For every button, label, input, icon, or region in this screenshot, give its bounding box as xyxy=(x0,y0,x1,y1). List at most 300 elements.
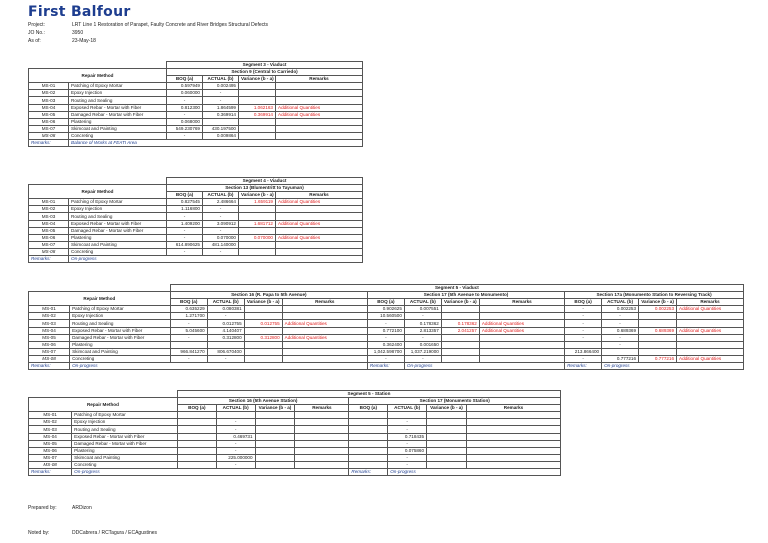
table-row xyxy=(29,355,744,362)
actual-cell: - xyxy=(388,426,427,433)
table-row xyxy=(29,440,561,447)
actual-cell: 225.000000 xyxy=(216,454,255,461)
remarks-label: Remarks: xyxy=(349,469,388,476)
item-name: Plastering xyxy=(69,118,167,125)
remarks-label: Remarks: xyxy=(29,256,69,263)
boq-cell: - xyxy=(167,248,203,255)
boq-cell xyxy=(177,433,216,440)
variance-cell: 0.012755 xyxy=(244,320,282,327)
variance-cell xyxy=(244,313,282,320)
item-name: Epoxy Injection xyxy=(69,206,167,213)
boq-cell: 0.635229 xyxy=(170,306,207,313)
actual-cell: - xyxy=(602,334,639,341)
actual-cell xyxy=(203,118,239,125)
remarks-cell xyxy=(282,306,367,313)
actual-cell: - xyxy=(404,355,441,362)
section-title-row xyxy=(29,69,363,76)
variance-cell xyxy=(255,461,295,468)
item-name: Epoxy Injection xyxy=(72,419,178,426)
remarks-cell xyxy=(276,241,363,248)
remarks-cell xyxy=(282,327,367,334)
remarks-cell xyxy=(295,447,349,454)
table-row xyxy=(29,334,744,341)
actual-cell: - xyxy=(207,355,244,362)
boq-cell: - xyxy=(167,213,203,220)
remarks-label: Remarks: xyxy=(565,363,602,370)
actual-cell: - xyxy=(404,313,441,320)
remarks-value: On-progress xyxy=(72,469,349,476)
table-row xyxy=(29,419,561,426)
boq-cell xyxy=(349,447,388,454)
variance-cell xyxy=(427,461,467,468)
actual-cell: 0.075860 xyxy=(388,447,427,454)
variance-cell xyxy=(255,426,295,433)
boq-cell: 1,042.598700 xyxy=(367,348,404,355)
variance-cell xyxy=(441,313,479,320)
remarks-header: Remarks xyxy=(466,405,560,412)
variance-cell xyxy=(441,334,479,341)
item-code: MS-03 xyxy=(29,426,72,433)
section-title: Section 9 (Central to Carriedo) xyxy=(167,69,363,76)
remarks-label: Remarks: xyxy=(29,140,69,147)
variance-cell xyxy=(441,306,479,313)
remarks-header: Remarks xyxy=(276,192,363,199)
variance-cell xyxy=(239,227,276,234)
remarks-header: Remarks xyxy=(276,76,363,83)
remarks-cell xyxy=(282,341,367,348)
item-name: Plastering xyxy=(69,234,167,241)
variance-cell xyxy=(639,334,677,341)
actual-cell: 430.197500 xyxy=(203,125,239,132)
boq-cell: - xyxy=(167,227,203,234)
item-code: MS-02 xyxy=(29,206,69,213)
remarks-cell: Additional Quantities xyxy=(282,334,367,341)
remarks-cell xyxy=(295,419,349,426)
actual-cell xyxy=(216,412,255,419)
actual-header: ACTUAL (b) xyxy=(207,299,244,306)
remarks-header: Remarks xyxy=(295,405,349,412)
actual-cell: - xyxy=(602,341,639,348)
prepared-by xyxy=(28,505,92,511)
table-row xyxy=(29,199,363,206)
variance-header: Variance (b - a) xyxy=(244,299,282,306)
variance-cell xyxy=(255,419,295,426)
actual-cell: 0.369914 xyxy=(203,111,239,118)
remarks-label: Remarks: xyxy=(29,363,70,370)
variance-cell xyxy=(244,327,282,334)
variance-cell xyxy=(427,440,467,447)
actual-cell: 806.670400 xyxy=(207,348,244,355)
remarks-cell xyxy=(295,454,349,461)
variance-header: Variance (b - a) xyxy=(239,76,276,83)
boq-header: BOQ (a) xyxy=(349,405,388,412)
boq-cell: - xyxy=(565,306,602,313)
repair-method-header: Repair Method xyxy=(29,292,171,306)
boq-header: BOQ (a) xyxy=(177,405,216,412)
repair-method-header: Repair Method xyxy=(29,398,178,412)
segment-title: Segment 5 - Viaduct xyxy=(170,285,743,292)
remarks-row xyxy=(29,363,744,370)
variance-cell xyxy=(427,426,467,433)
section-title: Section 16 (R. Papa to 5th Avenue) xyxy=(170,292,367,299)
variance-cell xyxy=(639,320,677,327)
actual-cell: 1,037.219000 xyxy=(404,348,441,355)
actual-cell: 0.777216 xyxy=(602,355,639,362)
remarks-value: On-progress xyxy=(70,363,368,370)
actual-cell: - xyxy=(207,313,244,320)
actual-cell: - xyxy=(203,213,239,220)
repair-method-header: Repair Method xyxy=(29,185,167,199)
remarks-cell: Additional Quantities xyxy=(276,199,363,206)
table-row xyxy=(29,132,363,139)
segment-title-row xyxy=(29,285,744,292)
variance-cell xyxy=(427,447,467,454)
item-code: MS-06 xyxy=(29,234,69,241)
remarks-cell xyxy=(466,412,560,419)
item-name: Damaged Rebar - Mortar with Fiber xyxy=(69,227,167,234)
boq-cell: 5.045600 xyxy=(170,327,207,334)
item-code: MS-06 xyxy=(29,118,69,125)
actual-cell: 0.012755 xyxy=(207,320,244,327)
item-name: Exposed Rebar - Mortar with Fiber xyxy=(72,433,178,440)
item-code: MS-03 xyxy=(29,97,69,104)
item-code: MS-07 xyxy=(29,125,69,132)
table-row xyxy=(29,213,363,220)
table-row xyxy=(29,433,561,440)
actual-cell: - xyxy=(216,440,255,447)
table-row xyxy=(29,327,744,334)
boq-cell xyxy=(177,454,216,461)
actual-cell: 0.001650 xyxy=(404,341,441,348)
item-name: Routing and Sealing xyxy=(69,97,167,104)
boq-cell xyxy=(565,341,602,348)
actual-cell: 0.689369 xyxy=(602,327,639,334)
remarks-cell xyxy=(295,412,349,419)
remarks-value: On-progress xyxy=(602,363,744,370)
section-title: Section 17a (Monumento Station to Reversing Track) xyxy=(565,292,744,299)
item-name: Concreting xyxy=(70,355,171,362)
remarks-cell xyxy=(466,454,560,461)
boq-cell: 0.068000 xyxy=(167,118,203,125)
item-code: MS-04 xyxy=(29,327,70,334)
remarks-cell xyxy=(295,426,349,433)
item-name: Exposed Rebar - Mortar with Fiber xyxy=(69,220,167,227)
remarks-cell xyxy=(276,132,363,139)
variance-cell xyxy=(639,341,677,348)
actual-cell: - xyxy=(388,440,427,447)
actual-cell xyxy=(388,412,427,419)
table-row xyxy=(29,447,561,454)
remarks-cell xyxy=(479,341,564,348)
actual-cell: - xyxy=(203,248,239,255)
variance-cell xyxy=(639,348,677,355)
remarks-cell xyxy=(479,306,564,313)
remarks-cell: Additional Quantities xyxy=(479,320,564,327)
remarks-cell xyxy=(466,440,560,447)
variance-cell xyxy=(255,447,295,454)
remarks-cell xyxy=(282,313,367,320)
item-name: Concreting xyxy=(69,132,167,139)
variance-header: Variance (b - a) xyxy=(441,299,479,306)
repair-method-header: Repair Method xyxy=(29,69,167,83)
boq-cell: 1.271700 xyxy=(170,313,207,320)
item-code: MS-05 xyxy=(29,227,69,234)
actual-cell xyxy=(207,341,244,348)
actual-header: ACTUAL (b) xyxy=(203,192,239,199)
remarks-cell xyxy=(276,213,363,220)
boq-cell: - xyxy=(367,355,404,362)
item-name: Routing and Sealing xyxy=(69,213,167,220)
actual-header: ACTUAL (b) xyxy=(216,405,255,412)
actual-cell: - xyxy=(388,461,427,468)
project-label: Project: xyxy=(28,22,45,28)
boq-header: BOQ (a) xyxy=(367,299,404,306)
table-row xyxy=(29,90,363,97)
actual-cell: 4.140407 xyxy=(207,327,244,334)
boq-cell xyxy=(349,419,388,426)
segment-title: Segment 3 - Viaduct xyxy=(167,62,363,69)
variance-cell xyxy=(441,355,479,362)
item-name: Routing and Sealing xyxy=(70,320,171,327)
item-name: Damaged Rebar - Mortar with Fiber xyxy=(72,440,178,447)
item-name: Concreting xyxy=(69,248,167,255)
boq-cell xyxy=(177,461,216,468)
item-code: MS-07 xyxy=(29,348,70,355)
variance-cell xyxy=(239,83,276,90)
remarks-cell xyxy=(276,97,363,104)
actual-cell: 0.312800 xyxy=(207,334,244,341)
variance-header: Variance (b - a) xyxy=(639,299,677,306)
item-name: Concreting xyxy=(72,461,178,468)
table-row xyxy=(29,341,744,348)
jo-value: 3950 xyxy=(72,30,84,36)
remarks-row xyxy=(29,256,363,263)
actual-cell: - xyxy=(602,320,639,327)
boq-cell: 0.827545 xyxy=(167,199,203,206)
boq-cell: 10.560500 xyxy=(367,313,404,320)
boq-cell xyxy=(177,440,216,447)
remarks-cell xyxy=(466,461,560,468)
section-title: Section 17 (5th Avenue to Monumento) xyxy=(367,292,564,299)
prepared-value: ARDizon xyxy=(72,505,92,511)
variance-cell: 0.312800 xyxy=(244,334,282,341)
actual-cell: 0.718435 xyxy=(388,433,427,440)
table-row xyxy=(29,97,363,104)
boq-cell: 0.772100 xyxy=(367,327,404,334)
actual-cell xyxy=(602,348,639,355)
item-name: Patching of Epoxy Mortar xyxy=(69,199,167,206)
remarks-row xyxy=(29,469,561,476)
table-row xyxy=(29,348,744,355)
remarks-cell: Additional Quantities xyxy=(276,234,363,241)
variance-cell: 2.041257 xyxy=(441,327,479,334)
remarks-header: Remarks xyxy=(479,299,564,306)
actual-cell: - xyxy=(203,97,239,104)
variance-cell xyxy=(427,419,467,426)
item-name: Routing and Sealing xyxy=(72,426,178,433)
variance-header: Variance (b - a) xyxy=(255,405,295,412)
actual-cell: - xyxy=(216,426,255,433)
segment-title-row xyxy=(29,178,363,185)
variance-cell xyxy=(244,355,282,362)
variance-cell xyxy=(427,433,467,440)
remarks-cell xyxy=(677,341,744,348)
item-name: Epoxy Injection xyxy=(69,90,167,97)
table-row xyxy=(29,461,561,468)
section-title-row xyxy=(29,292,744,299)
variance-cell xyxy=(639,313,677,320)
item-code: MS-01 xyxy=(29,412,72,419)
remarks-cell xyxy=(677,320,744,327)
item-code: MS-05 xyxy=(29,440,72,447)
boq-cell: - xyxy=(565,327,602,334)
boq-header: BOQ (a) xyxy=(170,299,207,306)
item-code: MS-03 xyxy=(29,213,69,220)
boq-cell: - xyxy=(565,355,602,362)
remarks-cell xyxy=(677,334,744,341)
section-title: Section 17 (Monumento Station) xyxy=(349,398,561,405)
item-code: MS-01 xyxy=(29,306,70,313)
actual-cell: 1.864599 xyxy=(203,104,239,111)
segment-title: Segment 4 - Viaduct xyxy=(167,178,363,185)
actual-cell: 2.486664 xyxy=(203,199,239,206)
actual-cell: 0.002495 xyxy=(203,83,239,90)
boq-cell xyxy=(177,447,216,454)
remarks-label: Remarks: xyxy=(367,363,404,370)
boq-cell: - xyxy=(170,355,207,362)
remarks-cell: Additional Quantities xyxy=(677,355,744,362)
noted-by xyxy=(28,530,157,536)
variance-cell xyxy=(244,341,282,348)
table-row xyxy=(29,248,363,255)
item-code: MS-01 xyxy=(29,199,69,206)
table-row xyxy=(29,306,744,313)
boq-cell: 1.409200 xyxy=(167,220,203,227)
item-name: Damaged Rebar - Mortar with Fiber xyxy=(70,334,171,341)
table-segment4-viaduct xyxy=(28,177,363,263)
item-code: MS-07 xyxy=(29,241,69,248)
actual-header: ACTUAL (b) xyxy=(388,405,427,412)
section-title-row xyxy=(29,185,363,192)
variance-cell: 0.689369 xyxy=(639,327,677,334)
item-name: Epoxy Injection xyxy=(70,313,171,320)
boq-cell: - xyxy=(565,313,602,320)
item-name: Exposed Rebar - Mortar with Fiber xyxy=(70,327,171,334)
remarks-cell: Additional Quantities xyxy=(677,327,744,334)
remarks-cell xyxy=(295,433,349,440)
remarks-header: Remarks xyxy=(677,299,744,306)
boq-cell: - xyxy=(167,97,203,104)
variance-cell: 0.178362 xyxy=(441,320,479,327)
remarks-cell xyxy=(282,355,367,362)
variance-cell xyxy=(255,433,295,440)
variance-cell xyxy=(255,454,295,461)
item-name: Patching of Epoxy Mortar xyxy=(69,83,167,90)
remarks-cell xyxy=(677,348,744,355)
variance-cell: 0.369914 xyxy=(239,111,276,118)
remarks-cell xyxy=(479,313,564,320)
remarks-cell xyxy=(276,118,363,125)
table-segment3-viaduct xyxy=(28,61,363,147)
remarks-cell xyxy=(466,419,560,426)
remarks-header: Remarks xyxy=(282,299,367,306)
asof-label: As of: xyxy=(28,38,41,44)
item-name: Plastering xyxy=(72,447,178,454)
table-row xyxy=(29,206,363,213)
segment-title: Segment 5 - Station xyxy=(177,391,560,398)
project-value: LRT Line 1 Restoration of Parapet, Faulty Concrete and River Bridges Structural Defects xyxy=(72,22,269,28)
actual-cell: 2.813357 xyxy=(404,327,441,334)
boq-cell xyxy=(349,461,388,468)
table-row xyxy=(29,118,363,125)
item-name: Skimcoat and Painting xyxy=(69,125,167,132)
boq-cell: 0.902625 xyxy=(367,306,404,313)
jo-label: JO No.: xyxy=(28,30,45,36)
table-segment5-viaduct xyxy=(28,284,744,370)
actual-cell: - xyxy=(388,454,427,461)
boq-cell: - xyxy=(565,320,602,327)
table-row xyxy=(29,104,363,111)
actual-cell: 0.009864 xyxy=(203,132,239,139)
actual-header: ACTUAL (b) xyxy=(203,76,239,83)
boq-header: BOQ (a) xyxy=(565,299,602,306)
variance-cell xyxy=(244,348,282,355)
remarks-value: On-progress xyxy=(388,469,561,476)
boq-cell: - xyxy=(367,320,404,327)
boq-cell: 0.362400 xyxy=(367,341,404,348)
remarks-cell xyxy=(276,227,363,234)
remarks-cell: Additional Quantities xyxy=(276,111,363,118)
variance-cell xyxy=(441,341,479,348)
item-code: MS-08 xyxy=(29,248,69,255)
table-row xyxy=(29,320,744,327)
actual-cell: 0.002253 xyxy=(602,306,639,313)
boq-cell xyxy=(177,412,216,419)
boq-header: BOQ (a) xyxy=(167,76,203,83)
boq-header: BOQ (a) xyxy=(167,192,203,199)
variance-cell: 0.070000 xyxy=(239,234,276,241)
remarks-label: Remarks: xyxy=(29,469,72,476)
remarks-cell xyxy=(479,355,564,362)
boq-cell xyxy=(177,419,216,426)
actual-cell: - xyxy=(404,334,441,341)
variance-cell xyxy=(255,412,295,419)
remarks-cell xyxy=(295,440,349,447)
variance-cell xyxy=(255,440,295,447)
item-code: MS-04 xyxy=(29,104,69,111)
actual-cell: 3.090912 xyxy=(203,220,239,227)
item-code: MS-01 xyxy=(29,83,69,90)
table-row xyxy=(29,220,363,227)
remarks-cell xyxy=(479,348,564,355)
variance-cell xyxy=(239,125,276,132)
actual-cell: 0.080381 xyxy=(207,306,244,313)
remarks-row xyxy=(29,140,363,147)
item-code: MS-02 xyxy=(29,313,70,320)
actual-cell: 0.007551 xyxy=(404,306,441,313)
remarks-cell xyxy=(479,334,564,341)
remarks-cell xyxy=(466,426,560,433)
boq-cell xyxy=(349,454,388,461)
noted-value: DDCabrera / RCTagura / ECAgustines xyxy=(72,530,158,536)
boq-cell: - xyxy=(367,334,404,341)
item-code: MS-02 xyxy=(29,419,72,426)
item-name: Skimcoat and Painting xyxy=(72,454,178,461)
item-name: Patching of Epoxy Mortar xyxy=(72,412,178,419)
item-code: MS-05 xyxy=(29,334,70,341)
remarks-cell xyxy=(276,248,363,255)
remarks-cell xyxy=(276,206,363,213)
